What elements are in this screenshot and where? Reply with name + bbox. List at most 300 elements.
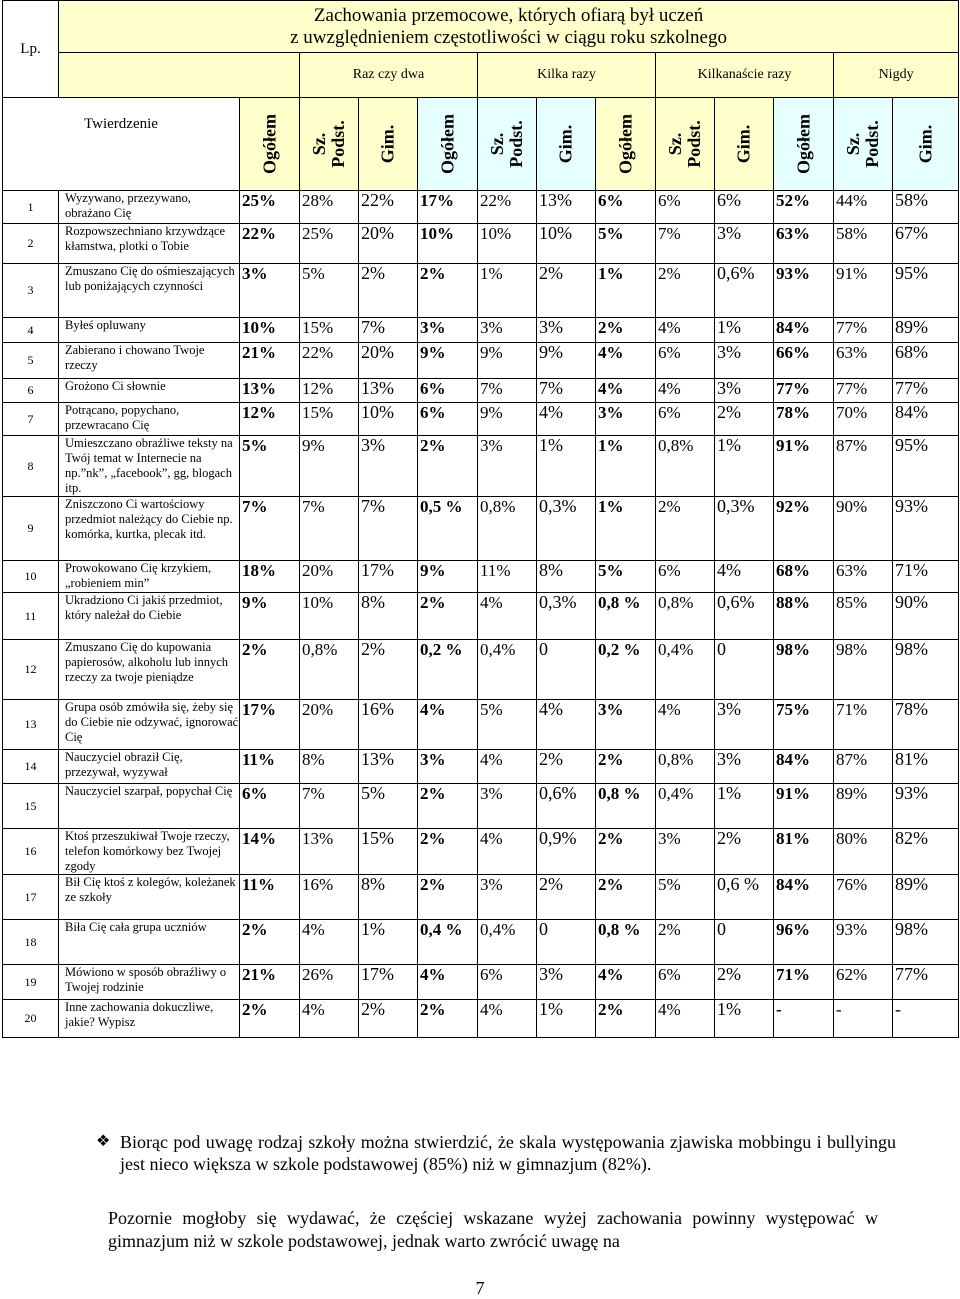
table-row: [3, 875, 959, 920]
table-row: [3, 700, 959, 750]
table-row: [3, 593, 959, 640]
value-cell: 0,4%: [656, 640, 715, 700]
value-cell: 20%: [359, 224, 418, 264]
value-cell: 22%: [240, 224, 300, 264]
value-cell: 4%: [596, 965, 656, 1000]
value-cell: 2%: [537, 875, 596, 920]
freq-header-kilkanascie-razy: Kilkanaście razy: [656, 53, 834, 98]
row-number: 14: [3, 750, 59, 784]
table-row: [3, 224, 959, 264]
value-cell: 93%: [893, 784, 959, 829]
statement-cell: Ktoś przeszukiwał Twoje rzeczy, telefon komórkowy bez Twojej zgody: [59, 829, 240, 875]
value-cell: 13%: [240, 379, 300, 403]
row-number: 20: [3, 1000, 59, 1038]
value-cell: 0,5 %: [418, 497, 478, 561]
freq-header-kilka-razy: Kilka razy: [478, 53, 656, 98]
value-cell: -: [893, 1000, 959, 1038]
statement-cell: Biła Cię cała grupa uczniów: [59, 920, 240, 965]
subcolumn-label: Ogółem: [437, 114, 457, 174]
value-cell: 4%: [656, 700, 715, 750]
row-number: 18: [3, 920, 59, 965]
value-cell: 4%: [478, 750, 537, 784]
table-row: [3, 403, 959, 436]
subcolumn-header: [418, 98, 478, 191]
value-cell: 20%: [300, 700, 359, 750]
row-number: 9: [3, 497, 59, 561]
value-cell: 52%: [774, 191, 834, 224]
value-cell: 10%: [478, 224, 537, 264]
value-cell: 90%: [834, 497, 893, 561]
value-cell: 15%: [300, 403, 359, 436]
conclusion-text: Biorąc pod uwagę rodzaj szkoły można stwierdzić, że skala występowania zjawiska mobbingu i bullyingu jest nieco większa w szkole podstawowej (85%) niż w gimnazjum (82%).: [120, 1132, 896, 1174]
value-cell: 10%: [300, 593, 359, 640]
value-cell: 2%: [656, 264, 715, 318]
value-cell: 7%: [240, 497, 300, 561]
value-cell: 0,8 %: [596, 593, 656, 640]
value-cell: 5%: [300, 264, 359, 318]
value-cell: 63%: [834, 343, 893, 379]
value-cell: 4%: [596, 343, 656, 379]
statement-cell: Potrącano, popychano, przewracano Cię: [59, 403, 240, 436]
value-cell: 5%: [359, 784, 418, 829]
value-cell: 3%: [418, 750, 478, 784]
value-cell: 98%: [834, 640, 893, 700]
value-cell: 71%: [774, 965, 834, 1000]
value-cell: 84%: [774, 875, 834, 920]
value-cell: 5%: [596, 224, 656, 264]
value-cell: 4%: [418, 700, 478, 750]
statement-cell: Inne zachowania dokuczliwe, jakie? Wypisz: [59, 1000, 240, 1038]
statement-header: Twierdzenie: [3, 98, 240, 191]
table-row: [3, 829, 959, 875]
value-cell: 1%: [715, 318, 774, 343]
subcolumn-label: Sz. Podst.: [665, 120, 704, 168]
value-cell: 0,6%: [715, 593, 774, 640]
statement-cell: Zmuszano Cię do ośmieszających lub poniżających czynności: [59, 264, 240, 318]
value-cell: 26%: [300, 965, 359, 1000]
value-cell: 6%: [715, 191, 774, 224]
value-cell: 63%: [834, 561, 893, 593]
value-cell: 0,4%: [656, 784, 715, 829]
value-cell: 84%: [893, 403, 959, 436]
value-cell: 2%: [359, 264, 418, 318]
statement-cell: Bił Cię ktoś z kolegów, koleżanek ze szkoły: [59, 875, 240, 920]
statement-cell: Zmuszano Cię do kupowania papierosów, alkoholu lub innych rzeczy za twoje pieniądze: [59, 640, 240, 700]
subcolumn-header: [359, 98, 418, 191]
value-cell: 15%: [300, 318, 359, 343]
row-number: 19: [3, 965, 59, 1000]
subcolumn-header: [240, 98, 300, 191]
value-cell: 7%: [656, 224, 715, 264]
value-cell: 9%: [418, 343, 478, 379]
table-row: [3, 264, 959, 318]
value-cell: -: [834, 1000, 893, 1038]
table-row: [3, 561, 959, 593]
value-cell: 3%: [715, 379, 774, 403]
value-cell: 14%: [240, 829, 300, 875]
value-cell: 1%: [537, 436, 596, 497]
value-cell: 80%: [834, 829, 893, 875]
value-cell: 81%: [893, 750, 959, 784]
table-row: [3, 497, 959, 561]
value-cell: 0: [537, 920, 596, 965]
value-cell: 6%: [656, 343, 715, 379]
value-cell: 1%: [478, 264, 537, 318]
value-cell: 92%: [774, 497, 834, 561]
value-cell: 22%: [478, 191, 537, 224]
value-cell: 0,8%: [656, 750, 715, 784]
value-cell: 22%: [300, 343, 359, 379]
value-cell: 81%: [774, 829, 834, 875]
statement-cell: Rozpowszechniano krzywdzące kłamstwa, plotki o Tobie: [59, 224, 240, 264]
value-cell: 0,4%: [478, 920, 537, 965]
value-cell: 5%: [240, 436, 300, 497]
value-cell: 87%: [834, 750, 893, 784]
value-cell: 3%: [596, 403, 656, 436]
row-number: 4: [3, 318, 59, 343]
value-cell: 95%: [893, 264, 959, 318]
value-cell: 0,6%: [537, 784, 596, 829]
value-cell: 12%: [300, 379, 359, 403]
value-cell: 8%: [537, 561, 596, 593]
value-cell: 0,8%: [656, 436, 715, 497]
value-cell: 77%: [834, 379, 893, 403]
subcolumn-header: [596, 98, 656, 191]
value-cell: 71%: [893, 561, 959, 593]
subcolumn-label: Sz. Podst.: [843, 120, 882, 168]
subcolumn-header: [715, 98, 774, 191]
statement-cell: Umieszczano obraźliwe teksty na Twój temat w Internecie na np.”nk”, „facebook”, gg, blogach itp.: [59, 436, 240, 497]
value-cell: 6%: [478, 965, 537, 1000]
subcolumn-header: [478, 98, 537, 191]
value-cell: 2%: [418, 436, 478, 497]
value-cell: 6%: [418, 403, 478, 436]
value-cell: 2%: [359, 1000, 418, 1038]
value-cell: 0,3%: [537, 497, 596, 561]
value-cell: 71%: [834, 700, 893, 750]
value-cell: 4%: [656, 1000, 715, 1038]
value-cell: 11%: [240, 875, 300, 920]
value-cell: 3%: [359, 436, 418, 497]
value-cell: 77%: [774, 379, 834, 403]
value-cell: 3%: [656, 829, 715, 875]
value-cell: 1%: [359, 920, 418, 965]
page-number: 7: [475, 1278, 485, 1298]
value-cell: 3%: [596, 700, 656, 750]
value-cell: 0,8%: [300, 640, 359, 700]
row-number: 10: [3, 561, 59, 593]
table-row: [3, 191, 959, 224]
value-cell: 77%: [893, 379, 959, 403]
row-number: 11: [3, 593, 59, 640]
value-cell: 7%: [300, 784, 359, 829]
value-cell: 7%: [478, 379, 537, 403]
value-cell: 91%: [774, 436, 834, 497]
value-cell: 91%: [774, 784, 834, 829]
value-cell: 5%: [478, 700, 537, 750]
value-cell: 4%: [656, 379, 715, 403]
value-cell: 2%: [596, 875, 656, 920]
value-cell: 4%: [300, 1000, 359, 1038]
value-cell: 0,2 %: [596, 640, 656, 700]
value-cell: 93%: [893, 497, 959, 561]
value-cell: 20%: [359, 343, 418, 379]
statement-cell: Prowokowano Cię krzykiem, „robieniem min”: [59, 561, 240, 593]
value-cell: 2%: [418, 784, 478, 829]
subcolumn-label: Gim.: [733, 124, 754, 164]
value-cell: 13%: [300, 829, 359, 875]
value-cell: 17%: [359, 965, 418, 1000]
value-cell: 0,8 %: [596, 920, 656, 965]
value-cell: 5%: [596, 561, 656, 593]
value-cell: 1%: [596, 264, 656, 318]
value-cell: 70%: [834, 403, 893, 436]
value-cell: 2%: [596, 750, 656, 784]
value-cell: 3%: [715, 750, 774, 784]
value-cell: 68%: [774, 561, 834, 593]
value-cell: 3%: [478, 436, 537, 497]
value-cell: 0,6%: [715, 264, 774, 318]
value-cell: 62%: [834, 965, 893, 1000]
value-cell: 6%: [656, 403, 715, 436]
value-cell: 4%: [478, 1000, 537, 1038]
value-cell: 4%: [300, 920, 359, 965]
value-cell: 7%: [537, 379, 596, 403]
value-cell: 58%: [893, 191, 959, 224]
value-cell: 2%: [596, 829, 656, 875]
value-cell: 15%: [359, 829, 418, 875]
value-cell: 0: [537, 640, 596, 700]
lp-header: Lp.: [3, 1, 59, 98]
value-cell: 2%: [240, 1000, 300, 1038]
statement-cell: Grożono Ci słownie: [59, 379, 240, 403]
value-cell: 78%: [774, 403, 834, 436]
value-cell: 68%: [893, 343, 959, 379]
value-cell: 16%: [359, 700, 418, 750]
value-cell: 87%: [834, 436, 893, 497]
value-cell: 89%: [893, 318, 959, 343]
table-row: [3, 379, 959, 403]
value-cell: 13%: [537, 191, 596, 224]
value-cell: 16%: [300, 875, 359, 920]
value-cell: 2%: [240, 640, 300, 700]
value-cell: 1%: [715, 1000, 774, 1038]
subcolumn-label: Gim.: [555, 124, 576, 164]
value-cell: 3%: [715, 700, 774, 750]
value-cell: 5%: [656, 875, 715, 920]
value-cell: 85%: [834, 593, 893, 640]
value-cell: 9%: [418, 561, 478, 593]
table-row: [3, 784, 959, 829]
value-cell: 3%: [418, 318, 478, 343]
value-cell: 4%: [478, 829, 537, 875]
row-number: 12: [3, 640, 59, 700]
value-cell: 75%: [774, 700, 834, 750]
statement-cell: Zniszczono Ci wartościowy przedmiot należący do Ciebie np. komórka, kurtka, plecak itd.: [59, 497, 240, 561]
value-cell: 2%: [656, 497, 715, 561]
statement-cell: Nauczyciel obraził Cię, przezywał, wyzywał: [59, 750, 240, 784]
value-cell: 3%: [240, 264, 300, 318]
value-cell: 8%: [359, 875, 418, 920]
freq-header: [59, 53, 300, 98]
statement-cell: Grupa osób zmówiła się, żeby się do Ciebie nie odzywać, ignorować Cię: [59, 700, 240, 750]
value-cell: 3%: [537, 965, 596, 1000]
row-number: 5: [3, 343, 59, 379]
subcolumn-label: Sz. Podst.: [487, 120, 526, 168]
table-title: [59, 1, 959, 53]
value-cell: 2%: [596, 318, 656, 343]
value-cell: 0,3%: [537, 593, 596, 640]
statement-cell: Mówiono w sposób obraźliwy o Twojej rodzinie: [59, 965, 240, 1000]
subcolumn-label: Gim.: [377, 124, 398, 164]
row-number: 2: [3, 224, 59, 264]
value-cell: 13%: [359, 750, 418, 784]
table-row: [3, 318, 959, 343]
table-title-line2: z uwzględnieniem częstotliwości w ciągu roku szkolnego: [290, 26, 727, 48]
value-cell: 2%: [359, 640, 418, 700]
statement-cell: Zabierano i chowano Twoje rzeczy: [59, 343, 240, 379]
value-cell: 89%: [893, 875, 959, 920]
value-cell: 0,6 %: [715, 875, 774, 920]
value-cell: 6%: [240, 784, 300, 829]
subcolumn-label: Ogółem: [615, 114, 635, 174]
value-cell: 2%: [656, 920, 715, 965]
violence-frequency-table: [2, 0, 959, 1038]
value-cell: 3%: [537, 318, 596, 343]
value-cell: 3%: [478, 875, 537, 920]
table-row: [3, 965, 959, 1000]
value-cell: 1%: [537, 1000, 596, 1038]
value-cell: 25%: [240, 191, 300, 224]
subcolumn-header: [300, 98, 359, 191]
value-cell: 2%: [418, 593, 478, 640]
value-cell: 17%: [359, 561, 418, 593]
value-cell: 93%: [834, 920, 893, 965]
value-cell: 6%: [656, 191, 715, 224]
subcolumn-header: [893, 98, 959, 191]
value-cell: 4%: [537, 403, 596, 436]
value-cell: 78%: [893, 700, 959, 750]
value-cell: 10%: [359, 403, 418, 436]
value-cell: 3%: [478, 784, 537, 829]
value-cell: 3%: [715, 224, 774, 264]
value-cell: 2%: [715, 403, 774, 436]
subcolumn-header: [537, 98, 596, 191]
statement-cell: Wyzywano, przezywano, obrażano Cię: [59, 191, 240, 224]
row-number: 1: [3, 191, 59, 224]
value-cell: 2%: [537, 264, 596, 318]
value-cell: 66%: [774, 343, 834, 379]
row-number: 8: [3, 436, 59, 497]
value-cell: 77%: [893, 965, 959, 1000]
table-row: [3, 343, 959, 379]
row-number: 16: [3, 829, 59, 875]
value-cell: 11%: [240, 750, 300, 784]
subcolumn-label: Sz. Podst.: [309, 120, 348, 168]
value-cell: 4%: [537, 700, 596, 750]
subcolumn-header: [834, 98, 893, 191]
value-cell: 0,2 %: [418, 640, 478, 700]
value-cell: 1%: [596, 497, 656, 561]
value-cell: 0,9%: [537, 829, 596, 875]
freq-header-raz-czy-dwa: Raz czy dwa: [300, 53, 478, 98]
value-cell: 0,8%: [656, 593, 715, 640]
value-cell: 2%: [418, 875, 478, 920]
value-cell: 8%: [300, 750, 359, 784]
value-cell: 77%: [834, 318, 893, 343]
value-cell: 2%: [537, 750, 596, 784]
value-cell: 12%: [240, 403, 300, 436]
statement-cell: Byłeś opluwany: [59, 318, 240, 343]
value-cell: 82%: [893, 829, 959, 875]
value-cell: 0: [715, 640, 774, 700]
value-cell: 93%: [774, 264, 834, 318]
value-cell: 21%: [240, 343, 300, 379]
value-cell: 76%: [834, 875, 893, 920]
value-cell: 63%: [774, 224, 834, 264]
value-cell: 7%: [300, 497, 359, 561]
freq-header-nigdy: Nigdy: [834, 53, 959, 98]
value-cell: 0,8%: [478, 497, 537, 561]
table-row: [3, 1000, 959, 1038]
value-cell: 9%: [478, 343, 537, 379]
value-cell: 2%: [418, 829, 478, 875]
value-cell: 98%: [893, 920, 959, 965]
value-cell: 89%: [834, 784, 893, 829]
value-cell: 95%: [893, 436, 959, 497]
value-cell: 67%: [893, 224, 959, 264]
value-cell: 1%: [715, 436, 774, 497]
value-cell: -: [774, 1000, 834, 1038]
value-cell: 2%: [240, 920, 300, 965]
value-cell: 9%: [478, 403, 537, 436]
value-cell: 96%: [774, 920, 834, 965]
row-number: 7: [3, 403, 59, 436]
row-number: 17: [3, 875, 59, 920]
value-cell: 44%: [834, 191, 893, 224]
value-cell: 84%: [774, 750, 834, 784]
value-cell: 2%: [418, 1000, 478, 1038]
value-cell: 0,4 %: [418, 920, 478, 965]
row-number: 13: [3, 700, 59, 750]
row-number: 6: [3, 379, 59, 403]
value-cell: 4%: [478, 593, 537, 640]
value-cell: 0,8 %: [596, 784, 656, 829]
value-cell: 9%: [300, 436, 359, 497]
conclusion-item: [96, 1131, 896, 1175]
value-cell: 3%: [478, 318, 537, 343]
value-cell: 9%: [240, 593, 300, 640]
value-cell: 17%: [418, 191, 478, 224]
value-cell: 18%: [240, 561, 300, 593]
value-cell: 0,3%: [715, 497, 774, 561]
value-cell: 28%: [300, 191, 359, 224]
value-cell: 4%: [715, 561, 774, 593]
value-cell: 1%: [596, 436, 656, 497]
subcolumn-header: [656, 98, 715, 191]
value-cell: 2%: [418, 264, 478, 318]
value-cell: 2%: [715, 965, 774, 1000]
value-cell: 25%: [300, 224, 359, 264]
subcolumn-header: [774, 98, 834, 191]
value-cell: 98%: [774, 640, 834, 700]
statement-cell: Nauczyciel szarpał, popychał Cię: [59, 784, 240, 829]
subcolumn-label: Ogółem: [793, 114, 813, 174]
value-cell: 7%: [359, 497, 418, 561]
row-number: 3: [3, 264, 59, 318]
value-cell: 90%: [893, 593, 959, 640]
value-cell: 21%: [240, 965, 300, 1000]
